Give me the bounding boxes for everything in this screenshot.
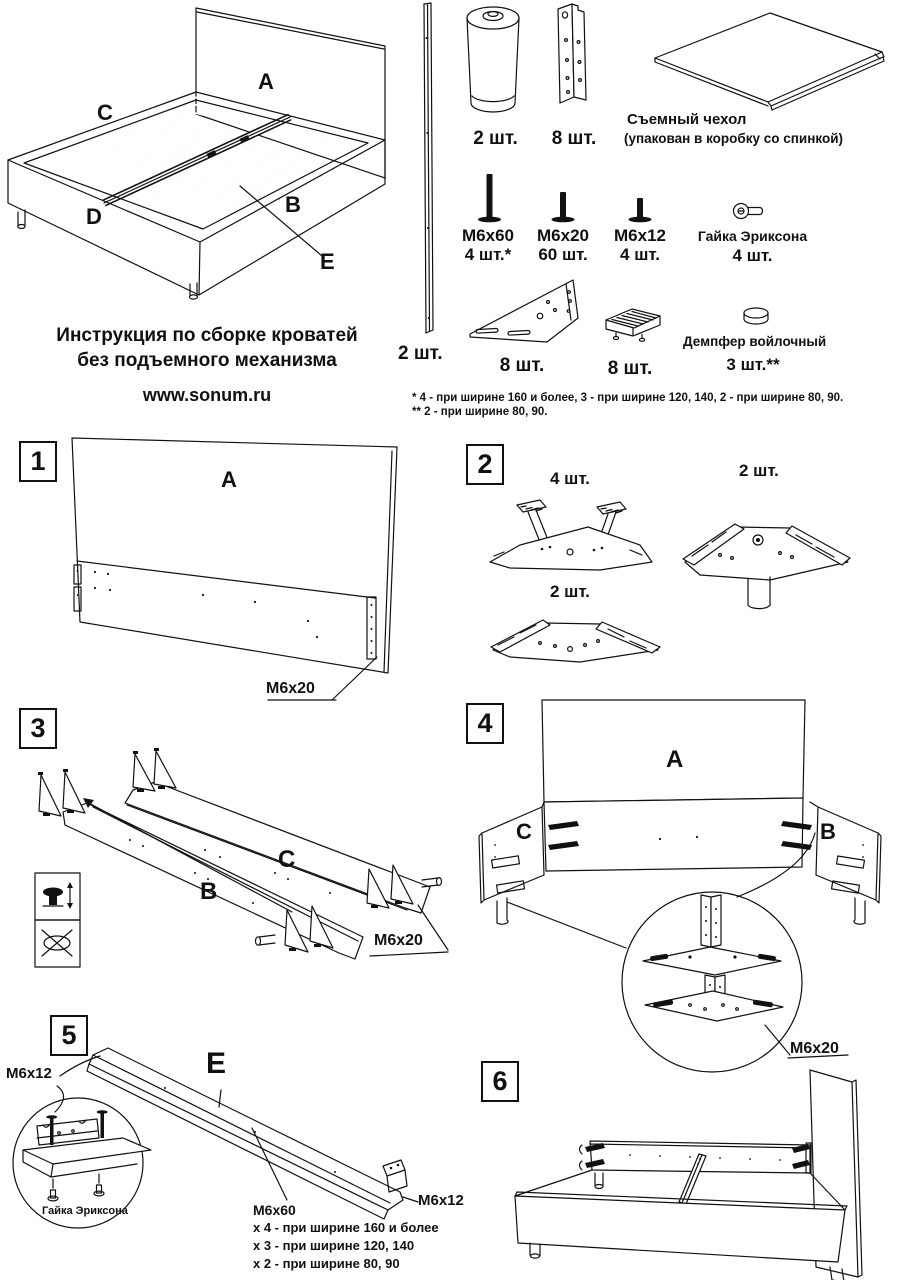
slat-holder-figure: [598, 303, 670, 347]
step1-number: 1: [19, 441, 57, 482]
bolt-m6x12-qty: 4 шт.: [620, 245, 660, 264]
cover-name: Съемный чехол: [627, 111, 747, 128]
erikson-nut-qty: 4 шт.: [732, 246, 773, 265]
felt-damper-name: Демпфер войлочный: [683, 334, 827, 349]
step5-bolt-line3: х 2 - при ширине 80, 90: [253, 1256, 400, 1271]
step5-bolt-line1: х 4 - при ширине 160 и более: [253, 1220, 439, 1235]
felt-damper-figure: [737, 303, 777, 331]
step3-label-c: C: [278, 846, 296, 873]
cover-note: (упакован в коробку со спинкой): [624, 131, 843, 146]
step3-number: 3: [19, 708, 57, 749]
step2-qty-bottom: 2 шт.: [550, 582, 590, 601]
felt-damper-qty: 3 шт.**: [726, 355, 780, 374]
bolts-row-figure: [455, 168, 775, 228]
angle-bracket-qty: 8 шт.: [551, 128, 597, 149]
step1-callout-m6x20: M6x20: [266, 680, 315, 697]
step3-label-b: B: [200, 878, 218, 905]
step2-qty-right: 2 шт.: [739, 461, 779, 480]
front-rail: [515, 1192, 847, 1262]
step4-label-b: B: [820, 819, 836, 844]
bolt-m6x60-name: М6х60: [462, 226, 514, 245]
slat-qty: 2 шт.: [398, 343, 443, 364]
step1-label-a: A: [221, 467, 237, 492]
bolt-m6x20-name: М6х20: [537, 226, 589, 245]
footnote-2: ** 2 - при ширине 80, 90.: [412, 406, 548, 418]
page-title-line2: без подъемного механизма: [77, 350, 337, 371]
step5-bolt-line2: х 3 - при ширине 120, 140: [253, 1238, 415, 1253]
step4-label-a: A: [666, 746, 684, 773]
footnote-1: * 4 - при ширине 160 и более, 3 - при ширине 120, 140, 2 - при ширине 80, 90.: [412, 392, 844, 404]
bed-label-c: C: [97, 100, 113, 125]
step5-label-e: E: [206, 1047, 227, 1080]
bolt-m6x12-name: М6х12: [614, 226, 666, 245]
detail-bracket-nut: [23, 1110, 151, 1201]
bed-label-e: E: [320, 249, 335, 274]
bed-label-d: D: [86, 204, 102, 229]
erikson-nut-icon: [734, 204, 763, 219]
step5-bolt-title: М6х60: [253, 1202, 296, 1218]
slat-holder-qty: 8 шт.: [607, 358, 653, 379]
bolt-m6x20-qty: 60 шт.: [538, 245, 588, 264]
corner-plate-with-leg: [683, 524, 850, 609]
bed-label-a: A: [258, 69, 274, 94]
bolt-m6x20-icon: [552, 192, 575, 222]
bolt-m6x60-qty: 4 шт.*: [464, 245, 512, 264]
step4-number: 4: [466, 703, 504, 744]
tool-icons: [35, 873, 80, 967]
step6-number: 6: [481, 1061, 519, 1102]
step2-number: 2: [466, 444, 504, 485]
erikson-nut-name: Гайка Эриксона: [697, 228, 808, 244]
center-beam: [679, 1154, 706, 1204]
bolt-m6x12-icon: [629, 198, 652, 222]
step2-qty-top: 4 шт.: [550, 469, 590, 488]
bolt-m6x60-icon: [478, 174, 501, 222]
corner-plate-qty: 8 шт.: [499, 355, 545, 376]
detail-corner-joint: [643, 895, 783, 1021]
bed-label-b: B: [285, 192, 301, 217]
step6-figure: [500, 1055, 900, 1280]
leg-figure: [460, 0, 530, 125]
cover-figure: [635, 5, 895, 115]
rail-c: [125, 748, 442, 913]
website-url: www.sonum.ru: [142, 385, 272, 405]
corner-plate-plain: [491, 620, 660, 662]
step5-callout-m6x12-left: M6x12: [6, 1065, 52, 1082]
step4-callout-m6x20: M6x20: [790, 1040, 839, 1057]
step5-number: 5: [50, 1015, 88, 1056]
corner-plate-with-dampers: [490, 500, 652, 570]
step2-figure: [480, 495, 860, 670]
bed-overview-figure: [0, 0, 410, 310]
page-title-line1: Инструкция по сборке кроватей: [56, 325, 358, 346]
slat-strip-figure: [405, 0, 450, 345]
angle-bracket-figure: [545, 0, 595, 120]
leg-qty: 2 шт.: [473, 128, 518, 149]
step5-callout-m6x12-right: M6x12: [418, 1192, 464, 1209]
step3-callout-m6x20: M6x20: [374, 932, 423, 949]
step4-label-c: C: [516, 819, 532, 844]
corner-plate-figure: [460, 268, 590, 350]
step5-nut-label: Гайка Эриксона: [42, 1205, 128, 1217]
